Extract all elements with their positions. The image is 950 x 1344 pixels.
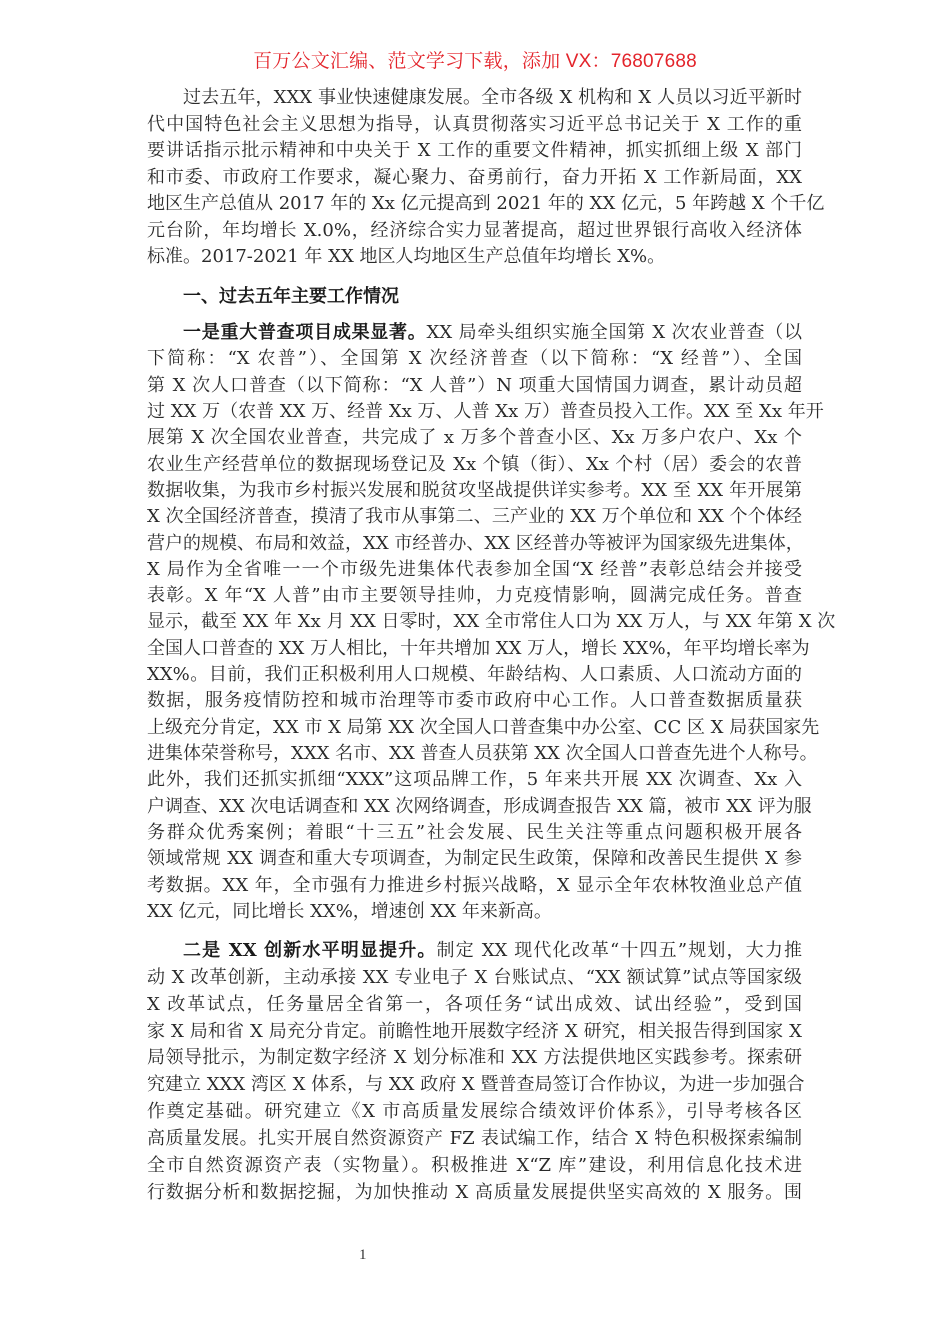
paragraph-line: X 次全国经济普查，摸清了我市从事第二、三产业的 XX 万个单位和 XX 个个体经 [147,506,802,528]
section-heading: 一、过去五年主要工作情况 [183,286,399,307]
paragraph-line: 作奠定基础。研究建立《X 市高质量发展综合绩效评价体系》，引导考核各区 [147,1101,802,1123]
paragraph-line: 全市自然资源资产表（实物量）。积极推进 X“Z 库”建设，利用信息化技术进 [147,1154,802,1176]
intro-paragraph [147,85,825,271]
paragraph-line: 领域常规 XX 调查和重大专项调查，为制定民生政策，保障和改善民生提供 X 参 [147,848,802,870]
paragraph-line [147,320,802,346]
paragraph-line: 过去五年，XXX 事业快速健康发展。全市各级 X 机构和 X 人员以习近平新时 [183,87,802,108]
paragraph-line: 元台阶，年均增长 X.0%，经济综合实力显著提高，超过世界银行高收入经济体 [147,219,802,241]
paragraph-line: 农业生产经营单位的数据现场登记及 Xx 个镇（街）、Xx 个村（居）委会的农普 [147,453,802,475]
paragraph-line: 代中国特色社会主义思想为指导，认真贯彻落实习近平总书记关于 X 工作的重 [147,113,802,135]
watermark-header: 百万公文汇编、范文学习下载，添加 VX：76807688 [253,51,697,72]
paragraph-line: 表彰。X 年“X 人普”由市主要领导挂帅，力克疫情影响，圆满完成任务。普查 [147,585,802,607]
paragraph-line: 上级充分肯定，XX 市 X 局第 XX 次全国人口普查集中办公室、CC 区 X 局获国家先 [147,716,820,738]
paragraph-line: 户调查、XX 次电话调查和 XX 次网络调查，形成调查报告 XX 篇，被市 XX 评为服 [147,795,812,817]
paragraph-line: 家 X 局和省 X 局充分肯定。前瞻性地开展数字经济 X 研究，相关报告得到国家 X [147,1020,802,1042]
paragraph-line: 全国人口普查的 XX 万人相比，十年共增加 XX 万人，增长 XX%，年平均增长率为 [147,637,810,659]
paragraph-line: X 改革试点，任务量居全省第一，各项任务“试出成效、试出经验”，受到国 [147,993,802,1015]
paragraph-line: 过 XX 万（农普 XX 万、经普 Xx 万、人普 Xx 万）普查员投入工作。XX 至 Xx 年开 [147,400,824,422]
paragraph-line: 和市委、市政府工作要求，凝心聚力、奋勇前行，奋力开拓 X 工作新局面，XX [147,166,802,188]
paragraph-line: 此外，我们还抓实抓细“XXX”这项品牌工作，5 年来共开展 XX 次调查、Xx 入 [147,769,802,791]
paragraph-line: 数据收集，为我市乡村振兴发展和脱贫攻坚战提供详实参考。XX 至 XX 年开展第 [147,479,802,501]
paragraph-line: 进集体荣誉称号，XXX 名市、XX 普查人员获第 XX 次全国人口普查先进个人称号。 [147,743,818,764]
paragraph-line [147,938,802,965]
paragraph-line: 地区生产总值从 2017 年的 Xx 亿元提高到 2021 年的 XX 亿元，5 年跨越 X 个千亿 [147,193,825,214]
paragraph-line: XX 亿元，同比增长 XX%，增速创 XX 年来新高。 [147,900,552,922]
item2-paragraph [147,938,805,1206]
paragraph-line: 展第 X 次全国农业普查，共完成了 x 万多个普查小区、Xx 万多户农户、Xx 个 [147,427,802,449]
paragraph-line: 动 X 改革创新，主动承接 XX 专业电子 X 台账试点、“XX 额试算”试点等国家级 [147,966,802,988]
paragraph-line: X 局作为全省唯一一个市级先进集体代表参加全国“X 经普”表彰总结会并接受 [147,558,802,580]
paragraph-line: 行数据分析和数据挖掘，为加快推动 X 高质量发展提供坚实高效的 X 服务。围 [147,1181,802,1203]
paragraph-line: 局领导批示，为制定数字经济 X 划分标准和 XX 方法提供地区实践参考。探索研 [147,1047,802,1069]
item1-lead: 一是重大普查项目成果显著。 [183,322,427,343]
paragraph-line: 营户的规模、布局和效益，XX 市经普办、XX 区经普办等被评为国家级先进集体， [147,532,804,554]
paragraph-line: 标准。2017-2021 年 XX 地区人均地区生产总值年均增长 X%。 [147,246,666,267]
paragraph-line: 显示，截至 XX 年 Xx 月 XX 日零时，XX 全市常住人口为 XX 万人，与 XX 年第 X 次 [147,611,836,633]
paragraph-line: 高质量发展。扎实开展自然资源资产 FZ 表试编工作，结合 X 特色积极探索编制 [147,1127,802,1149]
paragraph-line: 第 X 次人口普查（以下简称：“X 人普”）N 项重大国情国力调查，累计动员超 [147,374,802,396]
page-number: 1 [359,1247,367,1263]
paragraph-line: 考数据。XX 年，全市强有力推进乡村振兴战略，X 显示全年农林牧渔业总产值 [147,874,802,896]
paragraph-line: 数据，服务疫情防控和城市治理等市委市政府中心工作。人口普查数据质量获 [147,690,802,712]
paragraph-line: 究建立 XXX 湾区 X 体系，与 XX 政府 X 暨普查局签订合作协议，为进一步加强合 [147,1074,805,1096]
item1-paragraph [147,320,836,925]
item1-first-line-text: XX 局牵头组织实施全国第 X 次农业普查（以 [426,322,803,343]
paragraph-line: 务群众优秀案例；着眼“十三五”社会发展、民生关注等重点问题积极开展各 [147,821,802,843]
paragraph-line: XX%。目前，我们正积极利用人口规模、年龄结构、人口素质、人口流动方面的 [147,664,802,686]
paragraph-line: 下简称：“X 农普”）、全国第 X 次经济普查（以下简称：“X 经普”）、全国 [147,348,802,370]
item2-lead: 二是 XX 创新水平明显提升。 [183,940,437,961]
item2-first-line-text: 制定 XX 现代化改革“十四五”规划，大力推 [436,940,802,961]
paragraph-line: 要讲话指示批示精神和中央关于 X 工作的重要文件精神，抓实抓细上级 X 部门 [147,140,802,161]
